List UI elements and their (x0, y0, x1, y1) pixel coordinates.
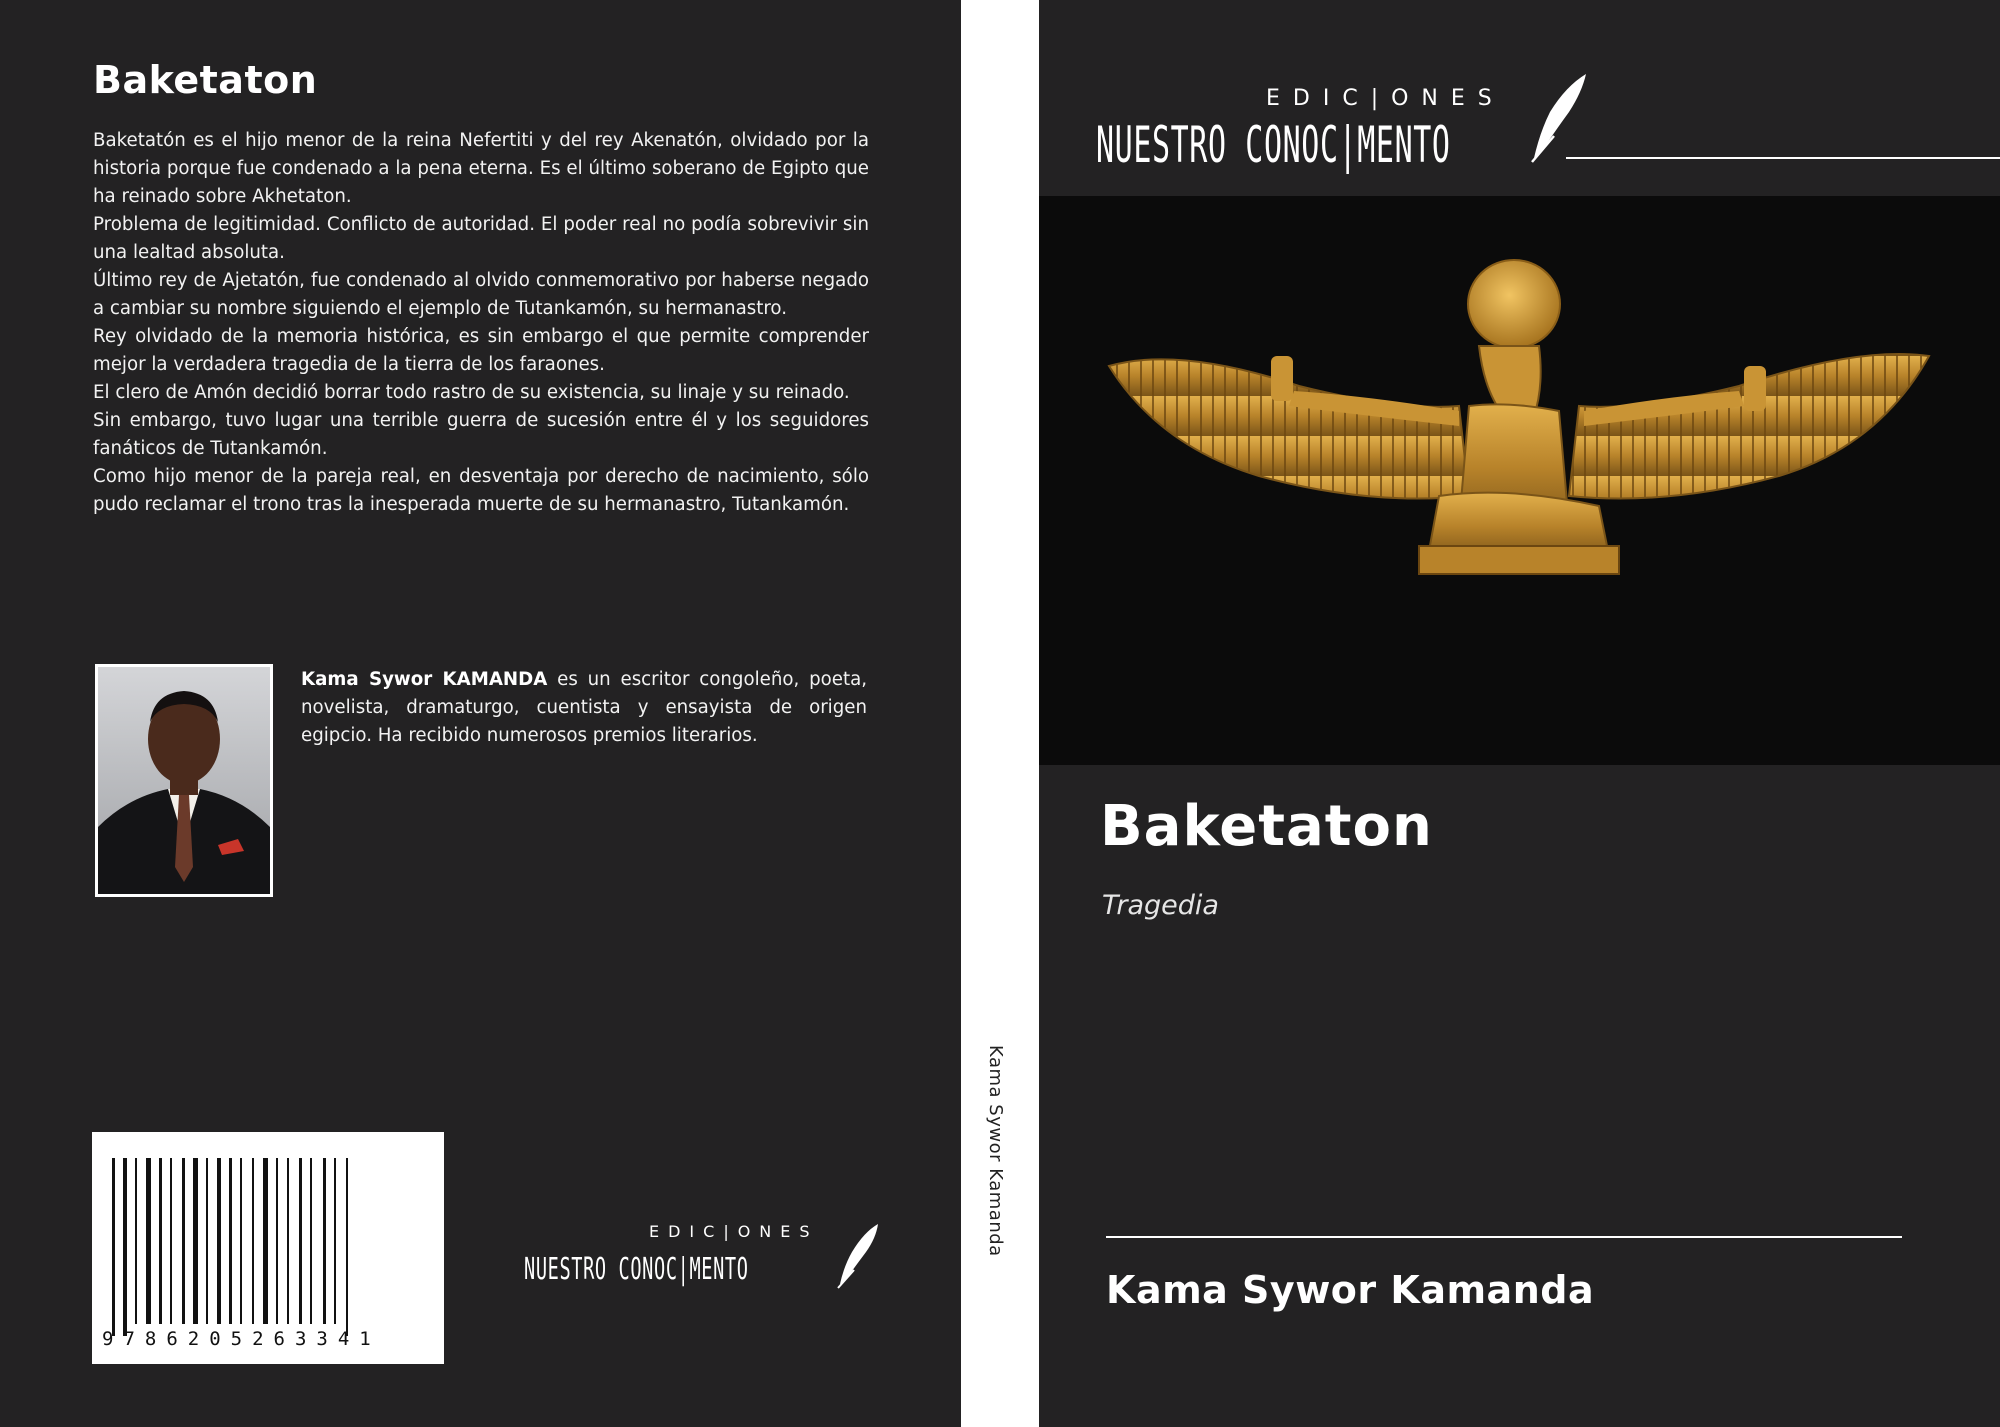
publisher-logo-rule (1566, 157, 2000, 159)
blurb-paragraph: El clero de Amón decidió borrar todo rastro de su existencia, su linaje y su reinado. (93, 382, 850, 403)
barcode-bar (287, 1158, 289, 1324)
publisher-logo-small (524, 1222, 884, 1292)
barcode-bar (334, 1158, 336, 1324)
blurb-paragraph: Rey olvidado de la memoria histórica, es sin embargo el que permite comprender mejor la verdadera tragedia de la tierra de los faraones. (93, 326, 869, 375)
publisher-logo (1096, 86, 2000, 174)
back-cover-blurb (93, 127, 869, 519)
barcode-bar (229, 1158, 232, 1324)
barcode-bar (310, 1158, 312, 1324)
blurb-paragraph: Último rey de Ajetatón, fue condenado al olvido conmemorativo por haberse negado a cambiar su nombre siguiendo el ejemplo de Tutankamón, su hermanastro. (93, 270, 869, 319)
barcode-bar (170, 1158, 172, 1324)
publisher-logo-line2: NUESTRO CONOC|MENTO (524, 1252, 749, 1287)
publisher-logo-line1: EDIC|ONES (649, 1222, 819, 1241)
front-cover-subtitle: Tragedia (1102, 890, 1219, 921)
front-cover-title: Baketaton (1100, 794, 1433, 859)
barcode-bar (276, 1158, 278, 1324)
cover-image (1039, 196, 2000, 765)
barcode-bar (135, 1158, 137, 1324)
author-photo (95, 664, 273, 897)
barcode-bar (159, 1158, 162, 1324)
barcode-bar (263, 1158, 268, 1324)
author-divider (1106, 1236, 1902, 1238)
publisher-logo-line1: EDIC|ONES (1266, 86, 1505, 111)
barcode-bar (206, 1158, 208, 1324)
fountain-pen-icon (1526, 72, 1590, 164)
author-bio-text: es un escritor congoleño, poeta, novelista, dramaturgo, cuentista y ensayista de origen egipcio. Ha recibido numerosos premios literarios. (301, 669, 868, 746)
barcode-bar (123, 1158, 127, 1336)
barcode-bar (217, 1158, 221, 1324)
blurb-paragraph: Problema de legitimidad. Conflicto de autoridad. El poder real no podía sobrevivir sin una lealtad absoluta. (93, 214, 869, 263)
back-cover (0, 0, 961, 1427)
back-cover-title: Baketaton (93, 58, 318, 102)
blurb-paragraph: Como hijo menor de la pareja real, en desventaja por derecho de nacimiento, sólo pudo reclamar el trono tras la inesperada muerte de su hermanastro, Tutankamón. (93, 466, 869, 515)
barcode-bar (240, 1158, 242, 1324)
barcode-bar (252, 1158, 254, 1324)
front-cover-author: Kama Sywor Kamanda (1106, 1268, 1595, 1312)
winged-goddess-artwork (1039, 196, 2000, 765)
barcode-bar (323, 1158, 326, 1324)
barcode-bar (182, 1158, 185, 1324)
barcode-bar (112, 1158, 115, 1336)
author-bio (301, 666, 867, 750)
barcode-bar (193, 1158, 198, 1324)
publisher-logo-line2: NUESTRO CONOC|MENTO (1096, 116, 1451, 174)
blurb-paragraph: Baketatón es el hijo menor de la reina Nefertiti y del rey Akenatón, olvidado por la historia porque fue condenado a la pena eterna. Es el último soberano de Egipto que ha reinado sobre Akhetaton. (93, 130, 869, 207)
isbn-barcode (92, 1132, 444, 1364)
barcode-number: 9786205263341 (102, 1328, 381, 1350)
spine-author: Kama Sywor Kamanda (985, 1045, 1006, 1257)
fountain-pen-icon (834, 1222, 882, 1290)
blurb-paragraph: Sin embargo, tuvo lugar una terrible guerra de sucesión entre él y los seguidores fanáticos de Tutankamón. (93, 410, 869, 459)
barcode-bar (146, 1158, 151, 1324)
author-bio-name: Kama Sywor KAMANDA (301, 669, 548, 690)
barcode-bar (346, 1158, 348, 1336)
barcode-bar (299, 1158, 302, 1324)
